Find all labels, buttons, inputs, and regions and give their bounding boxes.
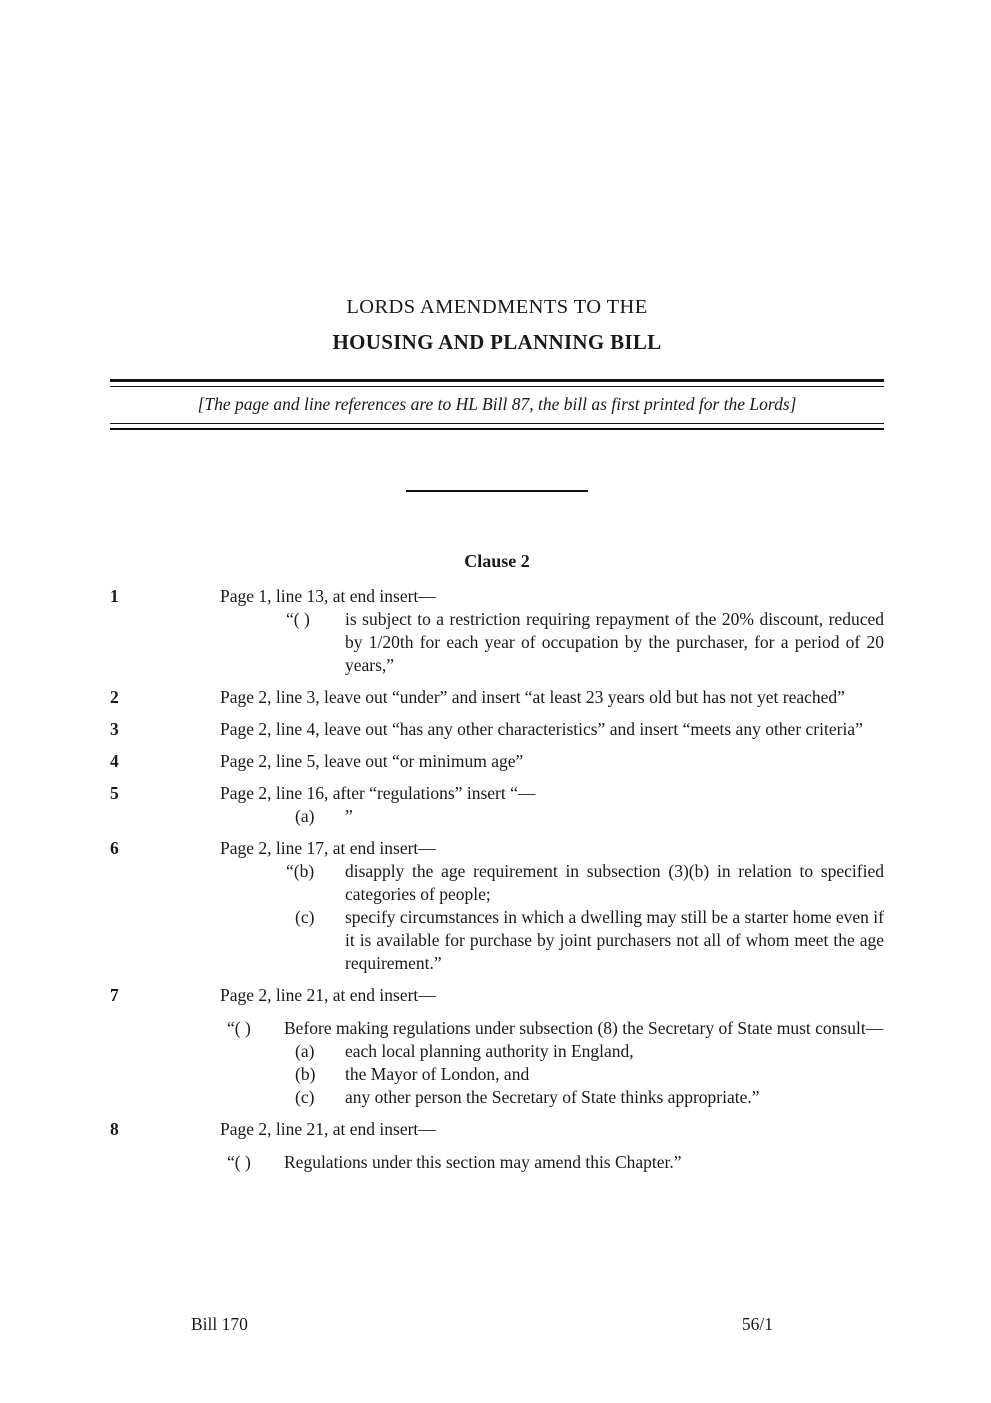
amendment-sub-item bbox=[286, 608, 884, 677]
amendment-body bbox=[220, 984, 884, 1109]
amendment-sub-item bbox=[286, 860, 884, 906]
amendment-body bbox=[220, 837, 884, 975]
amendment-sub-item bbox=[295, 1040, 884, 1063]
amendment-1 bbox=[110, 585, 884, 677]
amendment-sub-item bbox=[295, 1063, 884, 1086]
amendment-intro: Page 2, line 17, at end insert— bbox=[220, 838, 436, 858]
sub-item-marker: “( ) bbox=[227, 1018, 251, 1038]
amendment-6 bbox=[110, 837, 884, 975]
amendment-body bbox=[220, 750, 884, 773]
sub-item-marker: “(b) bbox=[286, 861, 315, 881]
amendment-intro: Page 2, line 16, after “regulations” insert “— bbox=[220, 783, 536, 803]
amendment-sub-item bbox=[227, 1017, 884, 1040]
amendment-intro: Page 2, line 4, leave out “has any other characteristics” and insert “meets any other criteria” bbox=[220, 719, 863, 739]
section-divider-rule bbox=[406, 490, 588, 492]
amendment-body bbox=[220, 718, 884, 741]
document-title: LORDS AMENDMENTS TO THE bbox=[346, 296, 648, 318]
bill-number: Bill 170 bbox=[191, 1314, 248, 1334]
amendment-intro: Page 1, line 13, at end insert— bbox=[220, 586, 436, 606]
amendment-sub-item bbox=[227, 1151, 884, 1174]
amendment-number: 5 bbox=[110, 783, 119, 803]
sub-item-text: specify circumstances in which a dwelling may still be a starter home even if it is available for purchase by joint purchasers not all of whom meet the age requirement.” bbox=[345, 907, 884, 973]
double-rule-thin bbox=[110, 423, 884, 424]
bill-title: HOUSING AND PLANNING BILL bbox=[332, 330, 662, 354]
sub-item-text: disapply the age requirement in subsection (3)(b) in relation to specified categories of people; bbox=[345, 861, 884, 904]
sub-item-text: any other person the Secretary of State thinks appropriate.” bbox=[345, 1087, 760, 1107]
sub-item-marker: (c) bbox=[295, 1087, 315, 1107]
amendment-intro: Page 2, line 5, leave out “or minimum age” bbox=[220, 751, 524, 771]
amendment-sub-item bbox=[295, 805, 884, 828]
sub-item-text: ” bbox=[345, 806, 353, 826]
amendment-number: 8 bbox=[110, 1119, 119, 1139]
sub-item-marker: “( ) bbox=[227, 1152, 251, 1172]
sub-item-text: Before making regulations under subsection (8) the Secretary of State must consult— bbox=[284, 1018, 884, 1038]
session-number: 56/1 bbox=[741, 1314, 773, 1334]
page-footer bbox=[191, 1313, 773, 1336]
sub-item-text: each local planning authority in England, bbox=[345, 1041, 634, 1061]
clause-heading: Clause 2 bbox=[464, 551, 530, 571]
reference-note: [The page and line references are to HL Bill 87, the bill as first printed for the Lords] bbox=[197, 393, 797, 414]
sub-item-marker: (b) bbox=[295, 1064, 316, 1084]
amendment-number: 7 bbox=[110, 985, 119, 1005]
sub-item-marker: (a) bbox=[295, 806, 315, 826]
amendment-number: 4 bbox=[110, 751, 119, 771]
amendment-sub-item bbox=[295, 906, 884, 975]
amendment-body bbox=[220, 585, 884, 677]
amendment-4 bbox=[110, 750, 884, 773]
double-rule-thick bbox=[110, 428, 884, 431]
amendment-body bbox=[220, 782, 884, 828]
amendment-2 bbox=[110, 686, 884, 709]
sub-item-marker: (a) bbox=[295, 1041, 315, 1061]
amendment-body bbox=[220, 686, 884, 709]
sub-item-text: the Mayor of London, and bbox=[345, 1064, 530, 1084]
amendment-3 bbox=[110, 718, 884, 741]
amendment-intro: Page 2, line 3, leave out “under” and insert “at least 23 years old but has not yet reached” bbox=[220, 687, 845, 707]
sub-item-marker: “( ) bbox=[286, 609, 310, 629]
sub-item-marker: (c) bbox=[295, 907, 315, 927]
amendment-number: 2 bbox=[110, 687, 119, 707]
amendment-number: 1 bbox=[110, 586, 119, 606]
amendment-intro: Page 2, line 21, at end insert— bbox=[220, 985, 436, 1005]
amendment-list bbox=[110, 585, 884, 1174]
amendment-5 bbox=[110, 782, 884, 828]
double-rule-thick bbox=[110, 379, 884, 382]
amendment-number: 3 bbox=[110, 719, 119, 739]
sub-item-text: Regulations under this section may amend this Chapter.” bbox=[284, 1152, 682, 1172]
amendment-sub-item bbox=[295, 1086, 884, 1109]
amendment-body bbox=[220, 1118, 884, 1174]
amendment-number: 6 bbox=[110, 838, 119, 858]
reference-note-box bbox=[110, 379, 884, 430]
sub-item-text: is subject to a restriction requiring repayment of the 20% discount, reduced by 1/20th for each year of occupation by the purchaser, for a period of 20 years,” bbox=[345, 609, 884, 675]
amendment-intro: Page 2, line 21, at end insert— bbox=[220, 1119, 436, 1139]
amendment-8 bbox=[110, 1118, 884, 1174]
amendment-7 bbox=[110, 984, 884, 1109]
